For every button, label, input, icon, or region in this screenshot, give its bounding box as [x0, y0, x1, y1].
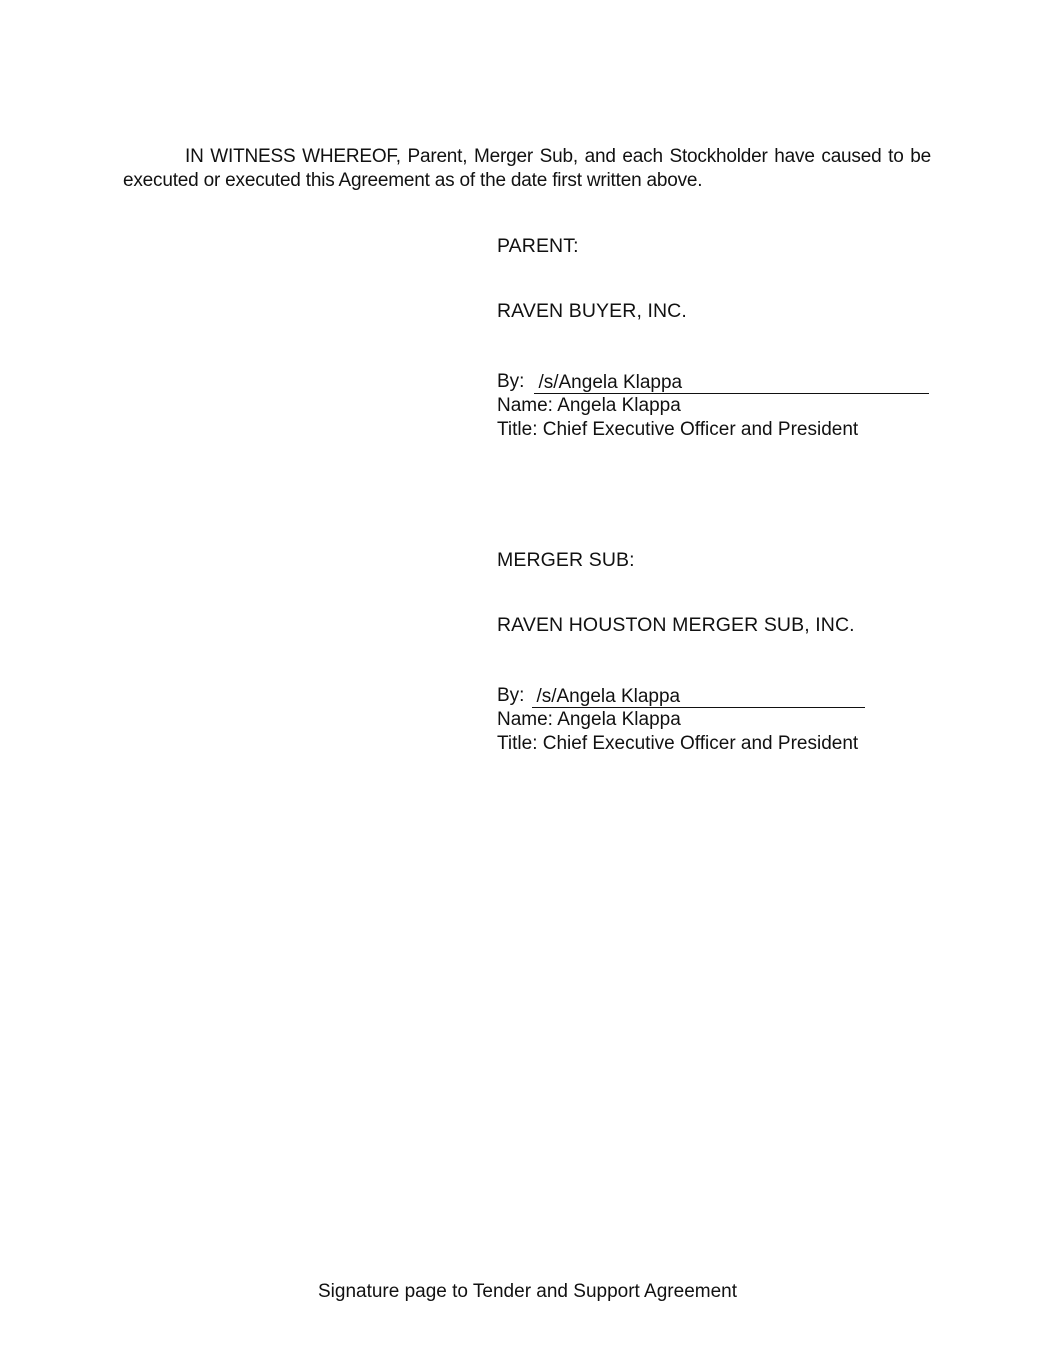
merger-sub-heading: MERGER SUB: [497, 549, 635, 571]
parent-company-name: RAVEN BUYER, INC. [497, 300, 687, 322]
parent-signature-block [497, 370, 929, 442]
merger-sub-signature-line [497, 684, 865, 708]
merger-sub-signer-name: Name: Angela Klappa [497, 709, 681, 730]
page-footer: Signature page to Tender and Support Agreement [317, 1281, 737, 1302]
merger-sub-by-label: By: [497, 685, 525, 706]
parent-company-block [497, 299, 687, 323]
parent-signature-line [497, 370, 929, 394]
merger-sub-company-name: RAVEN HOUSTON MERGER SUB, INC. [497, 614, 855, 636]
witness-paragraph [123, 145, 931, 193]
parent-heading-block [497, 234, 579, 258]
witness-text: IN WITNESS WHEREOF, Parent, Merger Sub, and each Stockholder have caused to be executed or executed this Agreement as of the date first written above. [123, 146, 931, 191]
merger-sub-signature: /s/Angela Klappa [532, 687, 865, 708]
merger-sub-company-block [497, 613, 855, 637]
parent-signature: /s/Angela Klappa [534, 373, 929, 394]
parent-signer-title: Title: Chief Executive Officer and President [497, 419, 859, 440]
parent-by-label: By: [497, 371, 525, 392]
merger-sub-heading-block [497, 548, 635, 572]
parent-signer-name: Name: Angela Klappa [497, 395, 681, 416]
parent-heading: PARENT: [497, 235, 579, 257]
merger-sub-signer-title: Title: Chief Executive Officer and President [497, 733, 859, 754]
merger-sub-signature-block [497, 684, 865, 756]
